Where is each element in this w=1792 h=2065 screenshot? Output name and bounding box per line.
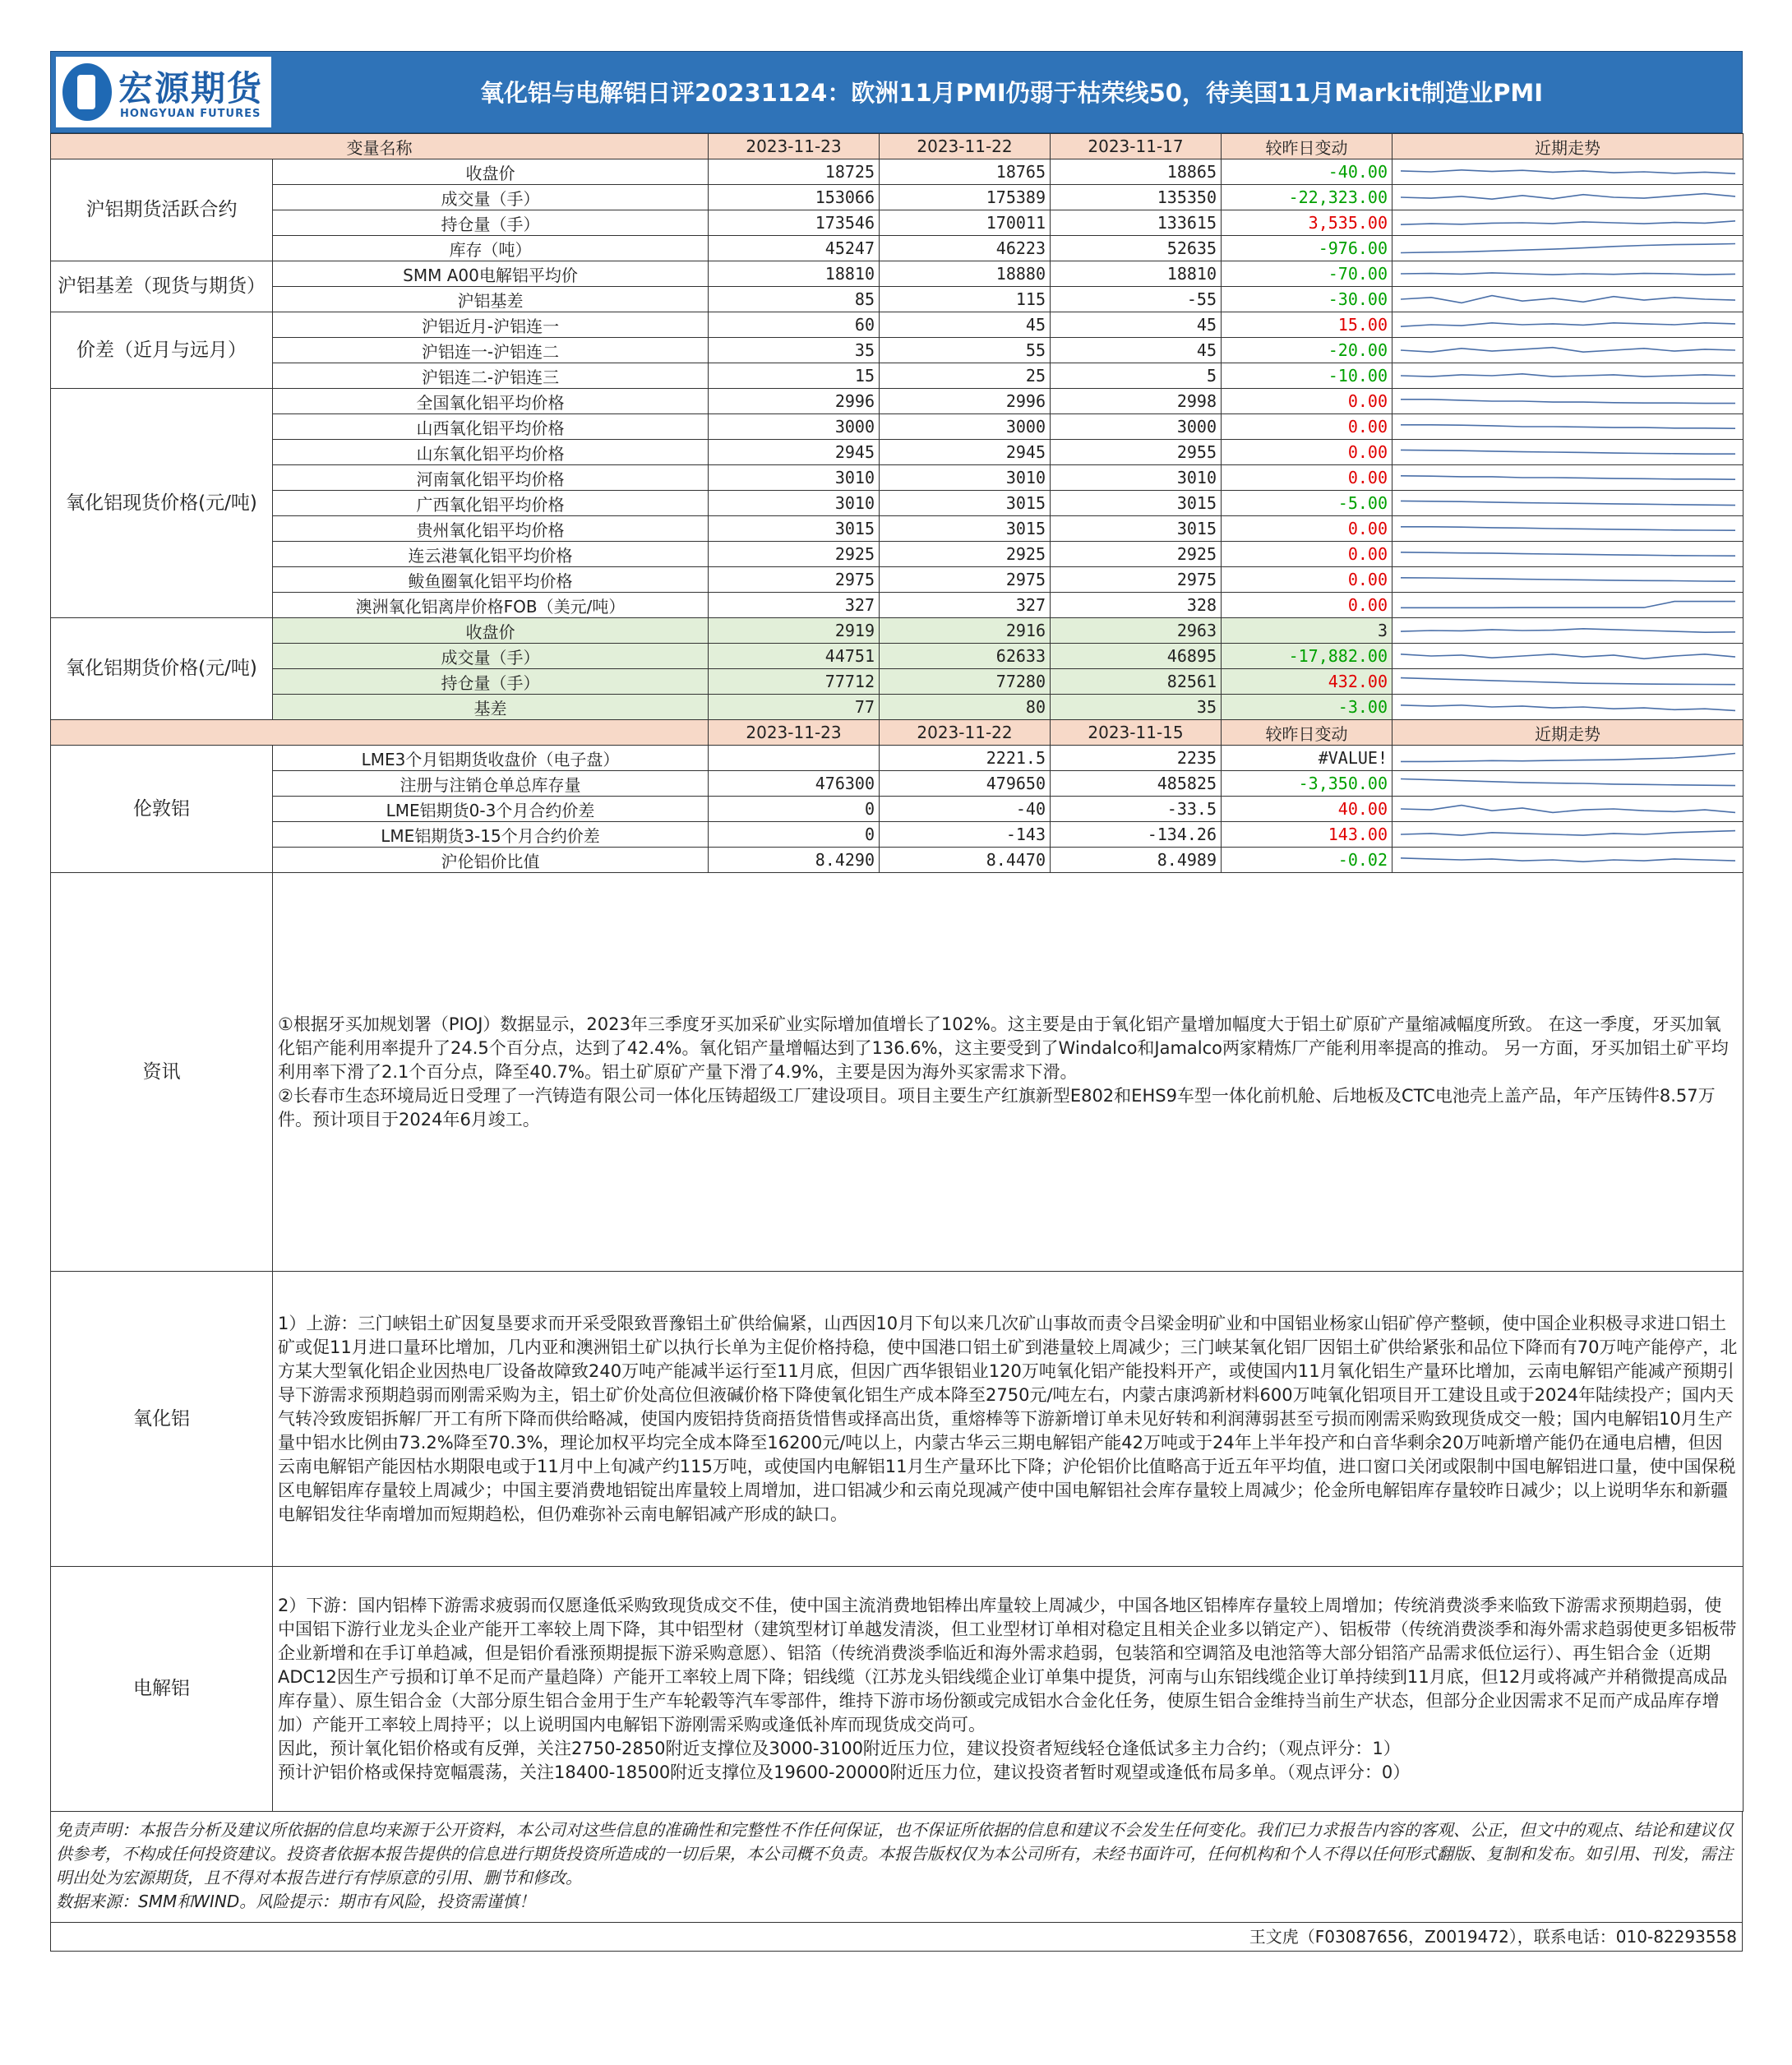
change-value: 0.00 [1222, 414, 1392, 440]
value-date3: 133615 [1051, 210, 1222, 236]
value-date3: 45 [1051, 312, 1222, 338]
report-title: 氧化铝与电解铝日评20231124：欧洲11月PMI仍弱于枯荣线50，待美国11月Markit制造业PMI [479, 79, 1544, 107]
change-value: 0.00 [1222, 465, 1392, 491]
value-date3: 328 [1051, 593, 1222, 618]
table-row [51, 695, 1744, 720]
sparkline-line [1401, 221, 1735, 224]
table-row [51, 797, 1744, 822]
value-date2: 8.4470 [880, 848, 1051, 873]
data-source-text: 数据来源：SMM和WIND。风险提示：期市有风险，投资需谨慎！ [56, 1892, 536, 1911]
value-date2: 77280 [880, 669, 1051, 695]
value-date1: 44751 [709, 644, 880, 669]
value-date1: 173546 [709, 210, 880, 236]
group-label: 伦敦铝 [51, 746, 273, 873]
sparkline-line [1401, 273, 1735, 275]
value-date2: 2975 [880, 567, 1051, 593]
col-header-date3: 2023-11-15 [1051, 720, 1222, 746]
disclaimer [50, 1812, 1743, 1923]
sparkline-line [1401, 348, 1735, 353]
table-row [51, 771, 1744, 797]
value-date1: 77 [709, 695, 880, 720]
sparkline-chart [1392, 159, 1744, 184]
value-date3: 2955 [1051, 440, 1222, 465]
sparkline-line [1401, 831, 1735, 836]
row-label: 全国氧化铝平均价格 [273, 389, 709, 414]
group-label: 沪铝基差（现货与期货） [51, 261, 273, 312]
change-value: -10.00 [1222, 363, 1392, 389]
aluminium-content [273, 1567, 1744, 1812]
col-header-name: 变量名称 [51, 134, 709, 159]
sparkline-cell [1392, 746, 1744, 771]
value-date1: 476300 [709, 771, 880, 797]
value-date2: 2925 [880, 542, 1051, 567]
table-row [51, 822, 1744, 848]
value-date3: 135350 [1051, 185, 1222, 210]
analyst-signature: 王文虎（F03087656，Z0019472），联系电话：010-82293558 [50, 1923, 1743, 1952]
value-date1: 18810 [709, 261, 880, 287]
change-value: 40.00 [1222, 797, 1392, 822]
value-date1: 2975 [709, 567, 880, 593]
value-date1: 60 [709, 312, 880, 338]
change-value: -22,323.00 [1222, 185, 1392, 210]
value-date1: 2945 [709, 440, 880, 465]
col-header-date1: 2023-11-23 [709, 134, 880, 159]
value-date2: 62633 [880, 644, 1051, 669]
news-label: 资讯 [51, 873, 273, 1272]
row-label: 库存（吨） [273, 236, 709, 261]
sparkline-line [1401, 501, 1735, 505]
sparkline-chart [1392, 644, 1744, 668]
value-date3: 18810 [1051, 261, 1222, 287]
table-row [51, 491, 1744, 516]
sparkline-chart [1392, 363, 1744, 388]
aluminium-paragraph: 2）下游：国内铝棒下游需求疲弱而仅愿逢低采购致现货成交不佳，使中国主流消费地铝棒出库量较上周减少，中国各地区铝棒库存量较上周增加；传统消费淡季来临致下游需求预期趋弱，使中国铝下游行业龙头企业产能开工率较上周下降，其中铝型材（建筑型材订单越发清淡，但工业型材订单相对稳定且相关企业多以销定产）、铝板带（传统消费淡季和海外需求趋弱使更多铝板带企业新增和在手订单趋减，但是铝价看涨预期提振下游采购意愿）、铝箔（传统消费淡季临近和海外需求趋弱，包装箔和空调箔及电池箔等大部分铝箔产品需求低位运行）、再生铝合金（近期ADC12因生产亏损和订单不足而产量趋降）产能开工率较上周下降；铝线缆（江苏龙头铝线缆企业订单集中提货，河南与山东铝线缆企业订单持续到11月底，但12月或将减产并稍微提高成品库存量）、原生铝合金（大部分原生铝合金用于生产车轮毂等汽车零部件，维持下游市场份额或完成铝水合金化任务，使原生铝合金维持当前生产状态，但部分企业因需求不足而产成品库存增加）产能开工率较上周持平；以上说明国内电解铝下游刚需采购或逢低补库而现货成交尚可。 [278, 1595, 1737, 1735]
value-date3: 3015 [1051, 491, 1222, 516]
sparkline-line [1401, 629, 1735, 632]
sparkline-line [1401, 578, 1735, 581]
sparkline-cell [1392, 236, 1744, 261]
value-date1: 3015 [709, 516, 880, 542]
alumina-content [273, 1272, 1744, 1567]
group-label: 氧化铝现货价格(元/吨) [51, 389, 273, 618]
sparkline-chart [1392, 465, 1744, 490]
value-date1: 2996 [709, 389, 880, 414]
sparkline-chart [1392, 338, 1744, 363]
row-label: 沪铝近月-沪铝连一 [273, 312, 709, 338]
value-date1 [709, 746, 880, 771]
row-label: 持仓量（手） [273, 210, 709, 236]
sparkline-cell [1392, 797, 1744, 822]
col-header-date2: 2023-11-22 [880, 720, 1051, 746]
value-date2: 175389 [880, 185, 1051, 210]
sparkline-cell [1392, 159, 1744, 185]
value-date2: 115 [880, 287, 1051, 312]
sparkline-line [1401, 654, 1735, 659]
sparkline-cell [1392, 516, 1744, 542]
value-date3: 3010 [1051, 465, 1222, 491]
disclaimer-text: 免责声明：本报告分析及建议所依据的信息均来源于公开资料，本公司对这些信息的准确性和完整性不作任何保证，也不保证所依据的信息和建议不会发生任何变化。我们已力求报告内容的客观、公正，但文中的观点、结论和建议仅供参考，不构成任何投资建议。投资者依据本报告提供的信息进行期货投资所造成的一切后果，本公司概不负责。本报告版权仅为本公司所有，未经书面许可，任何机构和个人不得以任何形式翻版、复制和发布。如引用、刊发，需注明出处为宏源期货，且不得对本报告进行有悖原意的引用、删节和修改。 [56, 1820, 1733, 1887]
value-date3: 8.4989 [1051, 848, 1222, 873]
row-label: 连云港氧化铝平均价格 [273, 542, 709, 567]
group-label: 氧化铝期货价格(元/吨) [51, 618, 273, 720]
value-date1: 3010 [709, 465, 880, 491]
change-value: 0.00 [1222, 440, 1392, 465]
sparkline-line [1401, 476, 1735, 479]
sparkline-cell [1392, 771, 1744, 797]
value-date3: -33.5 [1051, 797, 1222, 822]
change-value: 432.00 [1222, 669, 1392, 695]
change-value: -3,350.00 [1222, 771, 1392, 797]
sparkline-chart [1392, 822, 1744, 847]
table-row [51, 746, 1744, 771]
sparkline-chart [1392, 593, 1744, 617]
table-row [51, 644, 1744, 669]
row-label: 收盘价 [273, 159, 709, 185]
sparkline-cell [1392, 848, 1744, 873]
value-date2: 18765 [880, 159, 1051, 185]
sparkline-line [1401, 296, 1735, 303]
column-header-row [51, 134, 1744, 159]
value-date2: 46223 [880, 236, 1051, 261]
sparkline-chart [1392, 261, 1744, 286]
sparkline-cell [1392, 822, 1744, 848]
sparkline-cell [1392, 440, 1744, 465]
change-value: 15.00 [1222, 312, 1392, 338]
value-date1: 3000 [709, 414, 880, 440]
sparkline-line [1401, 400, 1735, 404]
value-date2: 45 [880, 312, 1051, 338]
value-date3: 35 [1051, 695, 1222, 720]
sparkline-line [1401, 194, 1735, 200]
value-date1: 327 [709, 593, 880, 618]
row-label: 成交量（手） [273, 185, 709, 210]
value-date2: 327 [880, 593, 1051, 618]
value-date2: -40 [880, 797, 1051, 822]
sparkline-cell [1392, 644, 1744, 669]
sparkline-line [1401, 858, 1735, 862]
change-value: 0.00 [1222, 567, 1392, 593]
table-row [51, 363, 1744, 389]
col-header-date1: 2023-11-23 [709, 720, 880, 746]
value-date2: 170011 [880, 210, 1051, 236]
row-label: LME铝期货3-15个月合约价差 [273, 822, 709, 848]
row-label: 澳洲氧化铝离岸价格FOB（美元/吨） [273, 593, 709, 618]
value-date1: 15 [709, 363, 880, 389]
column-header-row-2 [51, 720, 1744, 746]
change-value: -17,882.00 [1222, 644, 1392, 669]
table-row [51, 210, 1744, 236]
value-date2: 2916 [880, 618, 1051, 644]
change-value: -3.00 [1222, 695, 1392, 720]
value-date3: 2925 [1051, 542, 1222, 567]
sparkline-cell [1392, 465, 1744, 491]
data-table [50, 133, 1744, 1812]
sparkline-cell [1392, 414, 1744, 440]
sparkline-cell [1392, 185, 1744, 210]
change-value: 143.00 [1222, 822, 1392, 848]
news-row [51, 873, 1744, 1272]
value-date3: 52635 [1051, 236, 1222, 261]
sparkline-chart [1392, 542, 1744, 566]
table-row [51, 669, 1744, 695]
news-paragraph: ②长春市生态环境局近日受理了一汽铸造有限公司一体化压铸超级工厂建设项目。项目主要生产红旗新型E802和EHS9车型一体化前机舱、后地板及CTC电池壳上盖产品，年产压铸件8.57万件。预计项目于2024年6月竣工。 [278, 1085, 1716, 1130]
row-label: 沪铝连二-沪铝连三 [273, 363, 709, 389]
report-sheet [50, 51, 1743, 1952]
value-date3: 82561 [1051, 669, 1222, 695]
sparkline-cell [1392, 363, 1744, 389]
sparkline-chart [1392, 516, 1744, 541]
row-label: 沪铝连一-沪铝连二 [273, 338, 709, 363]
change-value: 0.00 [1222, 593, 1392, 618]
row-label: 河南氧化铝平均价格 [273, 465, 709, 491]
aluminium-paragraph: 因此，预计氧化铝价格或有反弹，关注2750-2850附近支撑位及3000-3100附近压力位，建议投资者短线轻仓逢低试多主力合约；（观点评分：1） [278, 1738, 1401, 1758]
table-row [51, 465, 1744, 491]
aluminium-paragraph: 预计沪铝价格或保持宽幅震荡，关注18400-18500附近支撑位及19600-20000附近压力位，建议投资者暂时观望或逢低布局多单。（观点评分：0） [278, 1762, 1411, 1782]
change-value: -40.00 [1222, 159, 1392, 185]
row-label: 鲅鱼圈氧化铝平均价格 [273, 567, 709, 593]
value-date1: 3010 [709, 491, 880, 516]
sparkline-line [1401, 705, 1735, 711]
change-value: -30.00 [1222, 287, 1392, 312]
value-date3: 2998 [1051, 389, 1222, 414]
row-label: 基差 [273, 695, 709, 720]
sparkline-chart [1392, 695, 1744, 719]
table-row [51, 542, 1744, 567]
value-date1: 0 [709, 822, 880, 848]
value-date2: 3000 [880, 414, 1051, 440]
sparkline-chart [1392, 210, 1744, 235]
sparkline-cell [1392, 695, 1744, 720]
change-value: 0.00 [1222, 389, 1392, 414]
sparkline-line [1401, 806, 1735, 813]
table-row [51, 159, 1744, 185]
row-label: LME铝期货0-3个月合约价差 [273, 797, 709, 822]
sparkline-line [1401, 374, 1735, 377]
sparkline-line [1401, 779, 1735, 786]
sparkline-chart [1392, 746, 1744, 770]
row-label: 收盘价 [273, 618, 709, 644]
change-value: -5.00 [1222, 491, 1392, 516]
value-date3: 3015 [1051, 516, 1222, 542]
col-header-change: 较昨日变动 [1222, 134, 1392, 159]
sparkline-chart [1392, 669, 1744, 694]
row-label: 持仓量（手） [273, 669, 709, 695]
value-date3: 2975 [1051, 567, 1222, 593]
table-row [51, 848, 1744, 873]
change-value: 0.00 [1222, 542, 1392, 567]
sparkline-cell [1392, 542, 1744, 567]
alumina-paragraph: 1）上游：三门峡铝土矿因复垦要求而开采受限致晋豫铝土矿供给偏紧，山西因10月下旬以来几次矿山事故而责令吕梁金明矿业和中国铝业杨家山铝矿停产整顿，使中国企业积极寻求进口铝土矿或促11月进口量环比增加，几内亚和澳洲铝土矿以执行长单为主促价格持稳，使中国港口铝土矿到港量较上周减少；三门峡某氧化铝厂因铝土矿供给紧张和品位下降而有70万吨产能停产，北方某大型氧化铝企业因热电厂设备故障致240万吨产能减半运行至11月底，但因广西华银铝业120万吨氧化铝产能投料开产，或使国内11月氧化铝生产量环比增加，云南电解铝产能减产预期引导下游需求预期趋弱而刚需采购为主，铝土矿价处高位但液碱价格下降使氧化铝生产成本降至2750元/吨左右，内蒙古康鸿新材料600万吨氧化铝项目开工建设且或于2024年陆续投产；国内天气转冷致废铝拆解厂开工有所下降而供给略减，使国内废铝持货商捂货惜售或择高出货，重熔棒等下游新增订单未见好转和利润薄弱甚至亏损而刚需采购致现货成交一般；国内电解铝10月生产量中铝水比例由73.2%降至70.3%，理论加权平均完全成本降至16200元/吨以上，内蒙古华云三期电解铝产能42万吨或于24年上半年投产和白音华剩余20万吨新增产能仍在通电启槽，但因云南电解铝产能因枯水期限电或于11月中上旬减产约115万吨，或使国内电解铝11月生产量环比下降；沪伦铝价比值略高于近五年平均值，进口窗口关闭或限制中国电解铝进口量，使中国保税区电解铝库存量较上周减少；中国主要消费地铝锭出库量较上周增加，进口铝减少和云南兑现减产使中国电解铝社会库存量较上周减少；伦金所电解铝库存量较昨日减少；以上说明华东和新疆电解铝发往华南增加而短期趋松，但仍难弥补云南电解铝减产形成的缺口。 [278, 1313, 1738, 1524]
sparkline-cell [1392, 287, 1744, 312]
table-row [51, 618, 1744, 644]
table-row [51, 236, 1744, 261]
value-date2: 25 [880, 363, 1051, 389]
sparkline-chart [1392, 491, 1744, 515]
value-date3: 45 [1051, 338, 1222, 363]
sparkline-chart [1392, 236, 1744, 261]
value-date1: 77712 [709, 669, 880, 695]
row-label: 广西氧化铝平均价格 [273, 491, 709, 516]
table-row [51, 389, 1744, 414]
col-header-change: 较昨日变动 [1222, 720, 1392, 746]
sparkline-chart [1392, 287, 1744, 312]
row-label: 成交量（手） [273, 644, 709, 669]
value-date1: 8.4290 [709, 848, 880, 873]
sparkline-cell [1392, 491, 1744, 516]
sparkline-chart [1392, 618, 1744, 643]
aluminium-row [51, 1567, 1744, 1812]
sparkline-line [1401, 602, 1735, 608]
sparkline-line [1401, 754, 1735, 762]
table-row [51, 440, 1744, 465]
table-row [51, 338, 1744, 363]
logo-text-en: HONGYUAN FUTURES [120, 108, 261, 120]
change-value: -70.00 [1222, 261, 1392, 287]
row-label: 注册与注销仓单总库存量 [273, 771, 709, 797]
sparkline-line [1401, 527, 1735, 530]
change-value: 3 [1222, 618, 1392, 644]
table-row [51, 516, 1744, 542]
sparkline-chart [1392, 848, 1744, 872]
value-date2: 55 [880, 338, 1051, 363]
value-date3: 3000 [1051, 414, 1222, 440]
sparkline-chart [1392, 414, 1744, 439]
value-date2: -143 [880, 822, 1051, 848]
sparkline-chart [1392, 567, 1744, 592]
row-label: 山西氧化铝平均价格 [273, 414, 709, 440]
col-header-date2: 2023-11-22 [880, 134, 1051, 159]
value-date3: 46895 [1051, 644, 1222, 669]
value-date2: 2996 [880, 389, 1051, 414]
change-value: -976.00 [1222, 236, 1392, 261]
value-date3: 485825 [1051, 771, 1222, 797]
value-date2: 3015 [880, 491, 1051, 516]
sparkline-line [1401, 450, 1735, 454]
aluminium-label: 电解铝 [51, 1567, 273, 1812]
value-date3: -134.26 [1051, 822, 1222, 848]
change-value: #VALUE! [1222, 746, 1392, 771]
sparkline-line [1401, 323, 1735, 326]
sparkline-chart [1392, 312, 1744, 337]
table-row [51, 593, 1744, 618]
sparkline-line [1401, 678, 1735, 685]
alumina-row [51, 1272, 1744, 1567]
col-header-blank [51, 720, 709, 746]
col-header-trend: 近期走势 [1392, 720, 1744, 746]
value-date1: 0 [709, 797, 880, 822]
row-label: 贵州氧化铝平均价格 [273, 516, 709, 542]
value-date1: 18725 [709, 159, 880, 185]
sparkline-cell [1392, 593, 1744, 618]
group-label: 价差（近月与远月） [51, 312, 273, 389]
sparkline-cell [1392, 261, 1744, 287]
change-value: 3,535.00 [1222, 210, 1392, 236]
value-date2: 80 [880, 695, 1051, 720]
table-row [51, 287, 1744, 312]
sparkline-chart [1392, 389, 1744, 413]
value-date2: 479650 [880, 771, 1051, 797]
sparkline-cell [1392, 389, 1744, 414]
group-label: 沪铝期货活跃合约 [51, 159, 273, 261]
company-logo [56, 57, 271, 127]
sparkline-cell [1392, 618, 1744, 644]
sparkline-cell [1392, 567, 1744, 593]
sparkline-chart [1392, 771, 1744, 796]
row-label: 山东氧化铝平均价格 [273, 440, 709, 465]
sparkline-cell [1392, 669, 1744, 695]
col-header-date3: 2023-11-17 [1051, 134, 1222, 159]
alumina-label: 氧化铝 [51, 1272, 273, 1567]
change-value: -20.00 [1222, 338, 1392, 363]
value-date1: 2925 [709, 542, 880, 567]
row-label: 沪伦铝价比值 [273, 848, 709, 873]
row-label: SMM A00电解铝平均价 [273, 261, 709, 287]
sparkline-line [1401, 244, 1735, 253]
value-date1: 85 [709, 287, 880, 312]
sparkline-chart [1392, 440, 1744, 464]
value-date3: 2235 [1051, 746, 1222, 771]
value-date1: 153066 [709, 185, 880, 210]
table-row [51, 185, 1744, 210]
table-row [51, 414, 1744, 440]
value-date2: 2945 [880, 440, 1051, 465]
news-content [273, 873, 1744, 1272]
col-header-trend: 近期走势 [1392, 134, 1744, 159]
table-row [51, 567, 1744, 593]
sparkline-cell [1392, 338, 1744, 363]
sparkline-line [1401, 425, 1735, 428]
value-date2: 18880 [880, 261, 1051, 287]
sparkline-chart [1392, 185, 1744, 210]
value-date2: 2221.5 [880, 746, 1051, 771]
sparkline-chart [1392, 797, 1744, 821]
value-date3: 2963 [1051, 618, 1222, 644]
change-value: -0.02 [1222, 848, 1392, 873]
change-value: 0.00 [1222, 516, 1392, 542]
table-row [51, 261, 1744, 287]
row-label: 沪铝基差 [273, 287, 709, 312]
logo-mark-icon [62, 63, 112, 121]
value-date2: 3010 [880, 465, 1051, 491]
value-date1: 2919 [709, 618, 880, 644]
value-date3: 18865 [1051, 159, 1222, 185]
value-date1: 35 [709, 338, 880, 363]
news-paragraph: ①根据牙买加规划署（PIOJ）数据显示，2023年三季度牙买加采矿业实际增加值增长了102%。这主要是由于氧化铝产量增加幅度大于铝土矿原矿产量缩减幅度所致。 在这一季度，牙买加氧化铝产能利用率提升了24.5个百分点，达到了42.4%。氧化铝产量增幅达到了136.6%，这主要受到了Windalco和Jamalco两家精炼厂产能利用率提高的推动。 另一方面，牙买加铝土矿平均利用率下滑了2.1个百分点，降至40.7%。铝土矿原矿产量下滑了4.9%，主要是因为海外买家需求下滑。 [278, 1014, 1729, 1082]
table-row [51, 312, 1744, 338]
report-header [50, 51, 1743, 133]
sparkline-cell [1392, 210, 1744, 236]
sparkline-line [1401, 170, 1735, 173]
value-date1: 45247 [709, 236, 880, 261]
sparkline-cell [1392, 312, 1744, 338]
row-label: LME3个月铝期货收盘价（电子盘） [273, 746, 709, 771]
sparkline-line [1401, 552, 1735, 556]
logo-text-cn: 宏源期货 [118, 68, 264, 109]
value-date3: -55 [1051, 287, 1222, 312]
value-date3: 5 [1051, 363, 1222, 389]
value-date2: 3015 [880, 516, 1051, 542]
